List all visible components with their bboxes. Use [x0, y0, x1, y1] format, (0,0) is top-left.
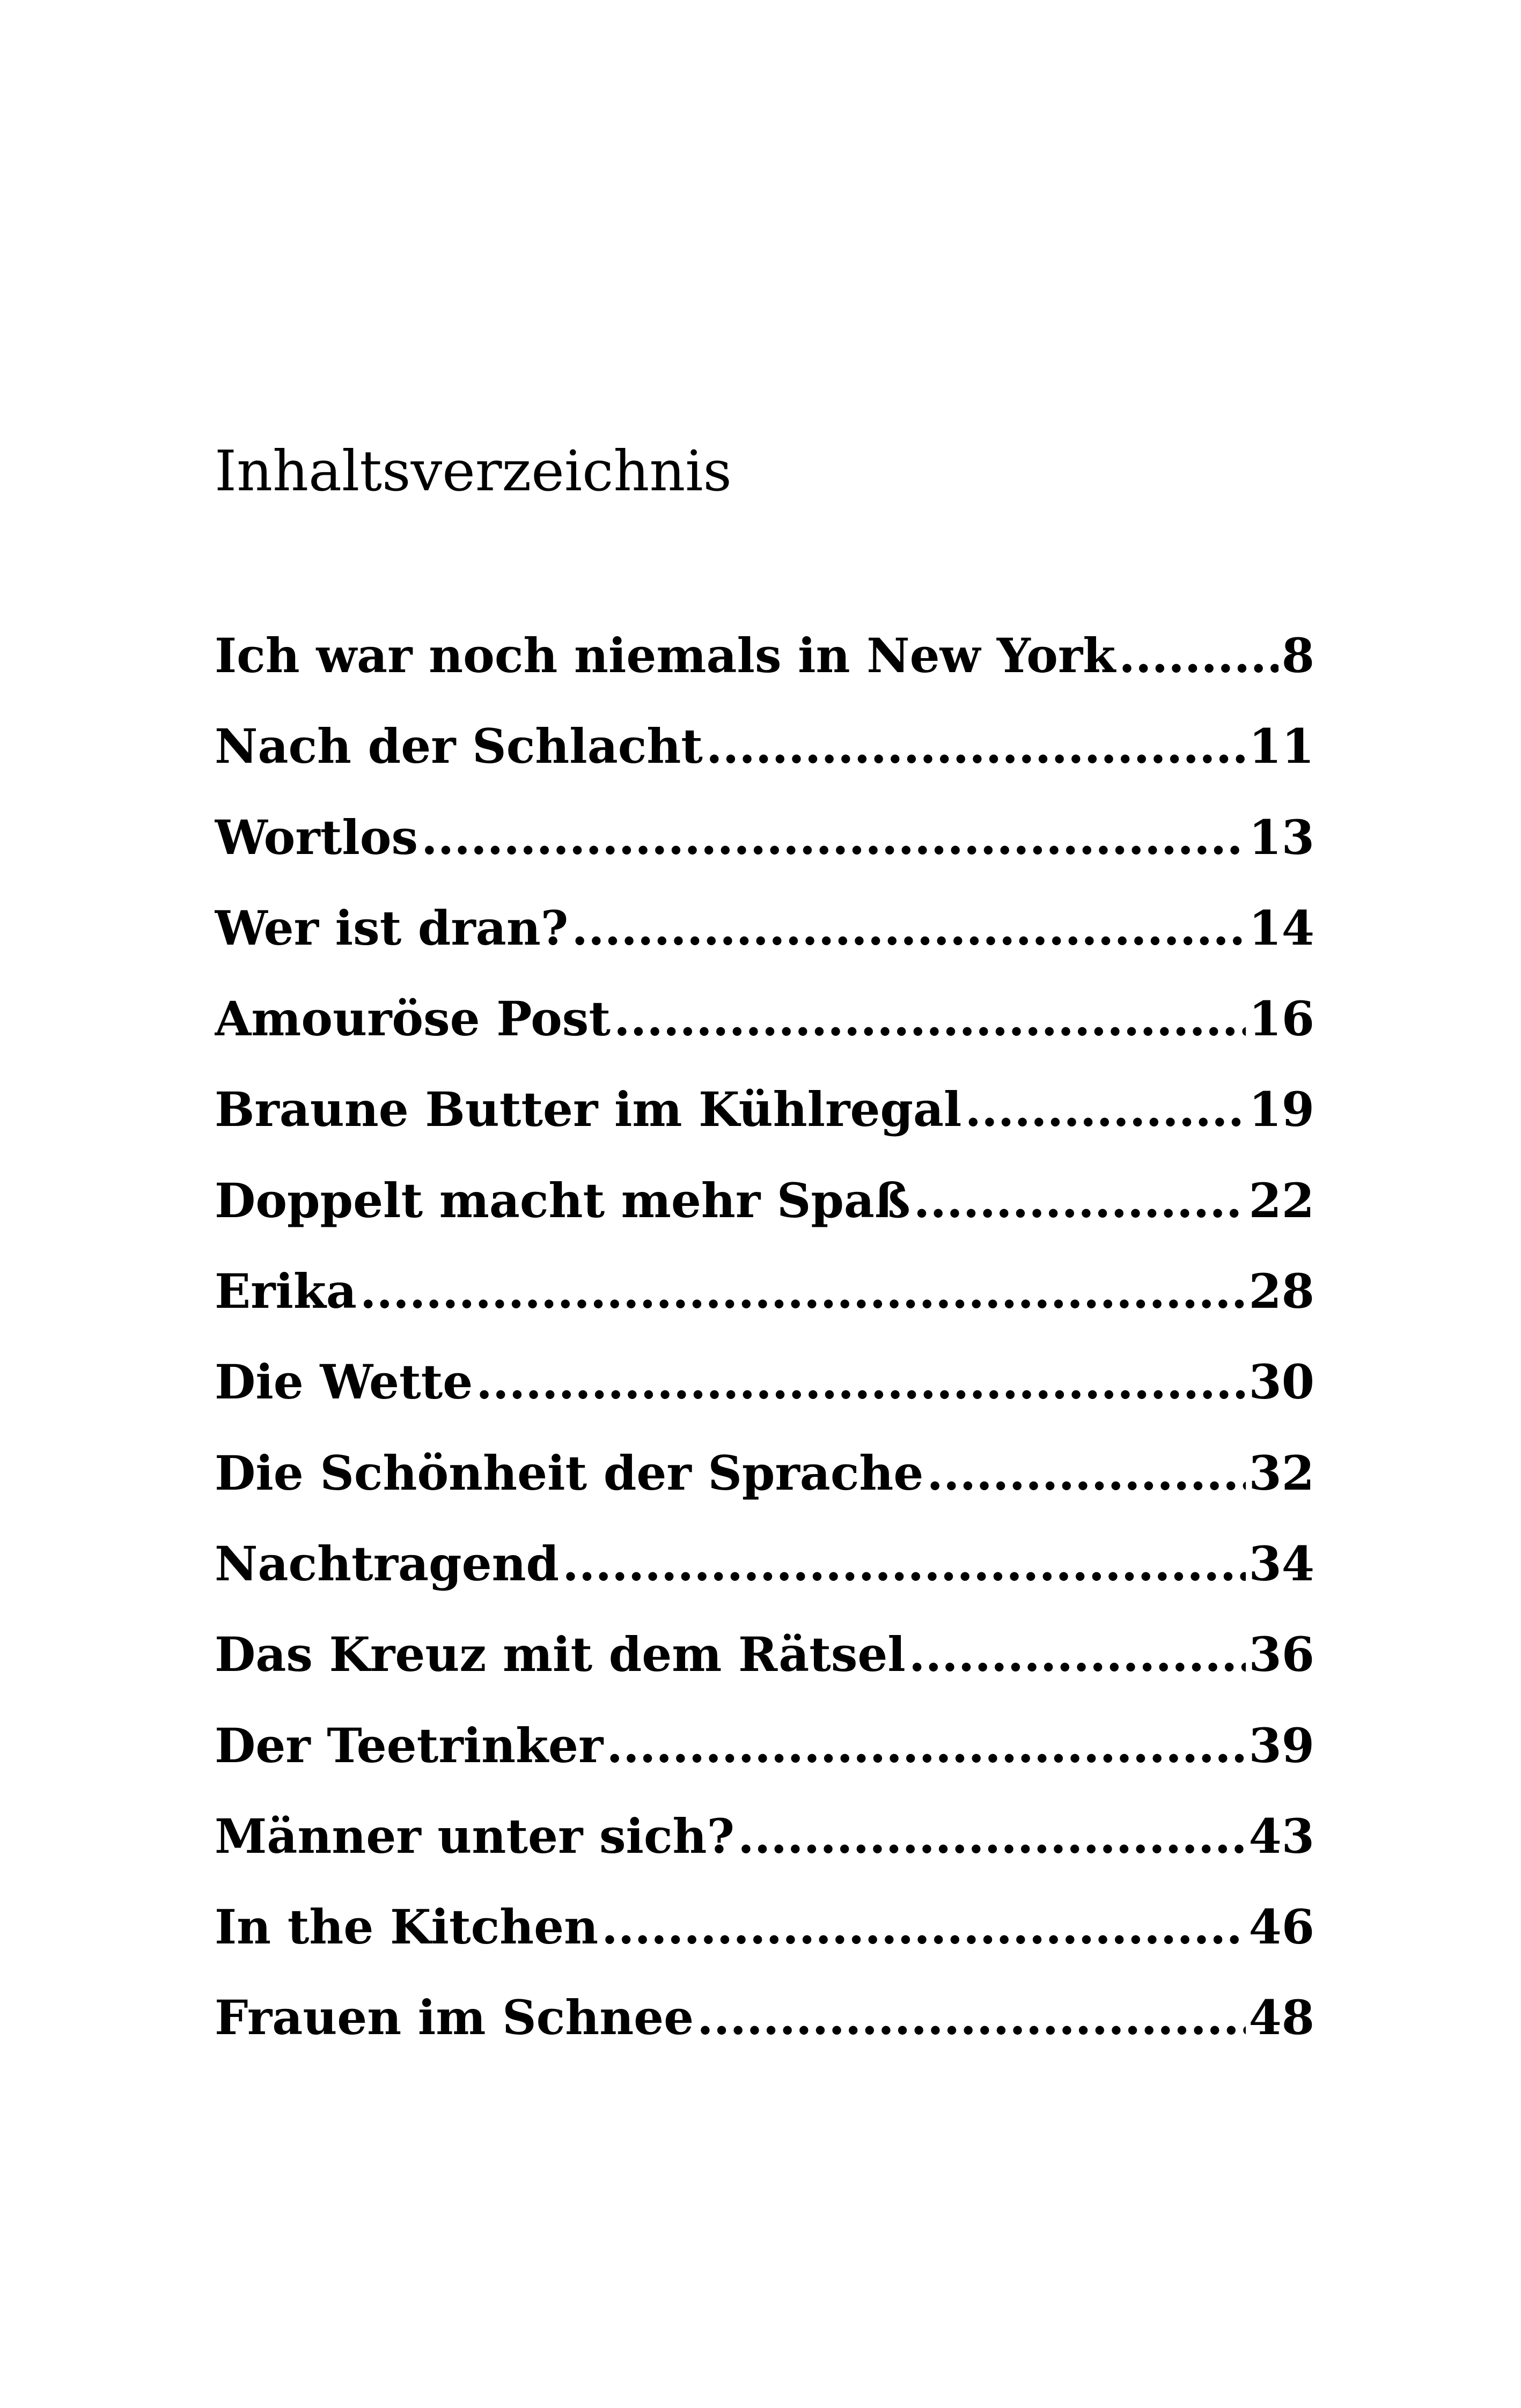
toc-entry: [215, 1259, 1314, 1350]
toc-entry: [215, 1713, 1314, 1804]
toc-entry-title: Nach der Schlacht: [215, 718, 703, 775]
toc-page-number: 32: [1248, 1445, 1314, 1501]
toc-entry-title: Die Wette: [215, 1354, 473, 1410]
toc-dot-leader: [914, 1168, 1246, 1233]
toc-entry: [215, 1441, 1314, 1531]
toc-entry-title: Die Schönheit der Sprache: [215, 1445, 924, 1501]
toc-dot-leader: [697, 1985, 1245, 2050]
toc-entry: [215, 986, 1314, 1077]
toc-entry: [215, 1531, 1314, 1622]
toc-entry: [215, 1350, 1314, 1440]
toc-entry-title: Männer unter sich?: [215, 1808, 735, 1864]
toc-page-number: 46: [1248, 1899, 1314, 1955]
toc-entry: [215, 714, 1314, 805]
toc-page-number: 48: [1248, 1990, 1314, 2046]
toc-entry-title: Erika: [215, 1263, 357, 1320]
toc-dot-leader: [909, 1622, 1246, 1687]
toc-dot-leader: [562, 1531, 1245, 1596]
toc-dot-leader: [1119, 623, 1278, 688]
toc-dot-leader: [360, 1259, 1246, 1323]
toc-page-number: 30: [1248, 1354, 1314, 1410]
toc-dot-leader: [476, 1350, 1245, 1414]
toc-page-number: 22: [1248, 1172, 1314, 1228]
toc-entry: [215, 1168, 1314, 1259]
toc-dot-leader: [606, 1713, 1245, 1778]
toc-entry: [215, 1077, 1314, 1168]
toc-entry: [215, 896, 1314, 986]
toc-page-number: 11: [1248, 718, 1314, 775]
toc-page-number: 19: [1248, 1081, 1314, 1138]
toc-dot-leader: [965, 1077, 1245, 1142]
toc-page-number: 13: [1248, 809, 1314, 865]
toc-entry-title: In the Kitchen: [215, 1899, 599, 1955]
toc-entry: [215, 805, 1314, 896]
toc-dot-leader: [706, 714, 1246, 778]
toc-entry-title: Braune Butter im Kühlregal: [215, 1081, 962, 1138]
toc-entry-title: Nachtragend: [215, 1535, 560, 1592]
toc-page-number: 36: [1248, 1626, 1314, 1683]
toc-heading: Inhaltsverzeichnis: [215, 438, 732, 504]
toc-dot-leader: [571, 896, 1245, 960]
toc-entry: [215, 1804, 1314, 1895]
toc-entry-title: Das Kreuz mit dem Rätsel: [215, 1626, 906, 1683]
toc-page-number: 39: [1248, 1717, 1314, 1773]
toc-entry: [215, 1985, 1314, 2076]
toc-entry: [215, 1622, 1314, 1713]
toc-entry: [215, 623, 1314, 714]
toc-page-number: 28: [1248, 1263, 1314, 1320]
toc-entry-title: Wortlos: [215, 809, 418, 865]
toc-entry-title: Ich war noch niemals in New York: [215, 628, 1116, 683]
toc-entry: [215, 1895, 1314, 1985]
toc-entry-title: Wer ist dran?: [215, 900, 569, 956]
toc-dot-leader: [738, 1804, 1245, 1868]
toc-page-number: 16: [1248, 991, 1314, 1047]
toc-page-number: 8: [1281, 628, 1314, 683]
toc-entry-title: Amouröse Post: [215, 991, 611, 1047]
toc-dot-leader: [601, 1895, 1245, 1959]
toc-entry-title: Der Teetrinker: [215, 1717, 604, 1773]
toc-entry-title: Doppelt macht mehr Spaß: [215, 1172, 910, 1228]
toc-dot-leader: [614, 986, 1246, 1051]
toc-page-number: 14: [1248, 900, 1314, 956]
toc-entry-title: Frauen im Schnee: [215, 1990, 694, 2046]
toc-page-number: 34: [1248, 1535, 1314, 1592]
toc-page-number: 43: [1248, 1808, 1314, 1864]
toc-dot-leader: [421, 805, 1246, 870]
toc-list: [215, 623, 1314, 2076]
toc-dot-leader: [927, 1441, 1245, 1505]
